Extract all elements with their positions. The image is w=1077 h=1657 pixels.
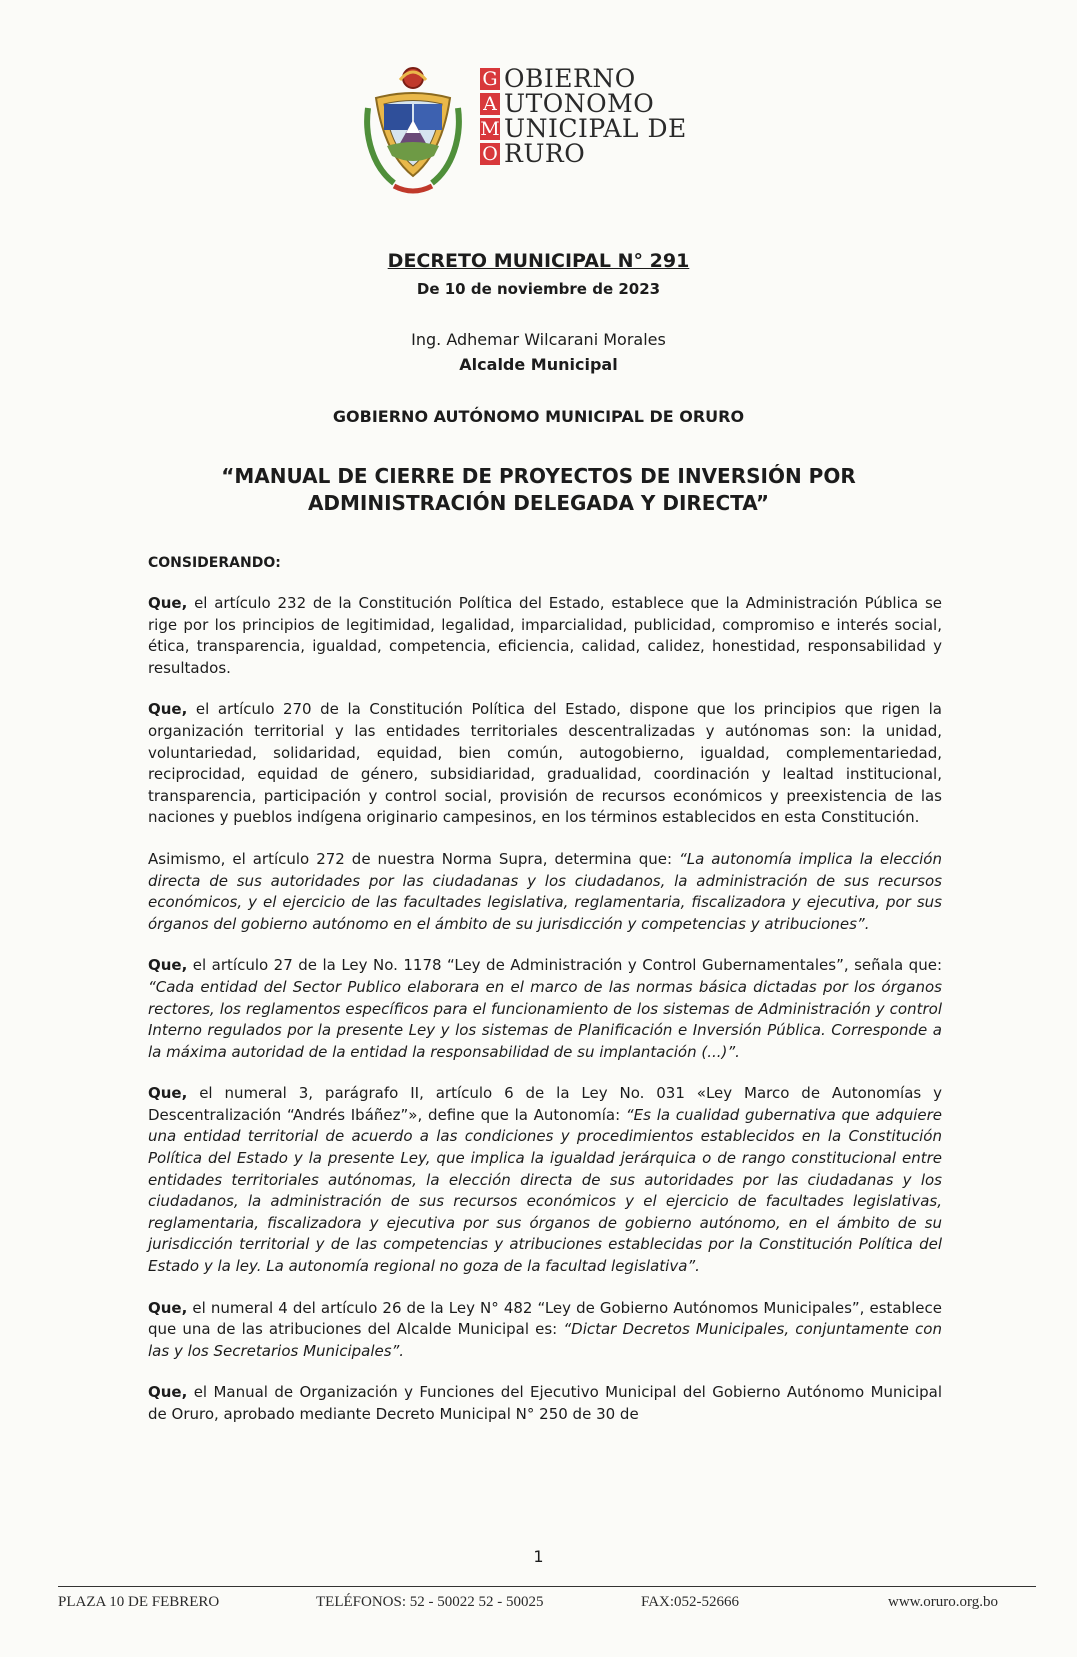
paragraph-lead: Que, (148, 1298, 188, 1317)
manual-title-line-1: “MANUAL DE CIERRE DE PROYECTOS DE INVERSIÓN POR (221, 464, 856, 488)
paragraph-lead: Que, (148, 1084, 188, 1103)
paragraph-quote: “Cada entidad del Sector Publico elaborara en el marco de las normas básica dictadas por los órganos rectores, los reglamentos específicos para el funcionamiento de los sistemas de Administración y control Interno regulados por la presente Ley y los sistemas de Planificación e Inversión Pública. Corresponde a la máxima autoridad de la entidad la responsabilidad de su implantación (...)”. (148, 977, 942, 1061)
footer-website: www.oruro.org.bo (888, 1594, 998, 1610)
paragraph-quote: “Dictar Decretos Municipales, conjuntamente con las y los Secretarios Municipales”. (148, 1320, 942, 1360)
mayor-name: Ing. Adhemar Wilcarani Morales (411, 330, 666, 349)
coat-of-arms-icon (354, 58, 472, 198)
considerando-heading: CONSIDERANDO: (148, 555, 281, 571)
paragraph-text: Asimismo, el artículo 272 de nuestra Norma Supra, determina que: (148, 849, 679, 868)
acronym-word-4: RURO (504, 139, 586, 168)
letterhead (354, 58, 774, 200)
acronym-initials (480, 68, 500, 168)
acronym-letter-a: A (480, 93, 500, 115)
acronym-letter-m: M (480, 118, 500, 140)
paragraph-7 (148, 1382, 942, 1425)
decree-date: De 10 de noviembre de 2023 (416, 280, 661, 298)
paragraph-quote: “Es la cualidad gubernativa que adquiere una entidad territorial de acuerdo a las condiciones y procedimientos establecidos en la Constitución Política del Estado y la presente Ley, que implica la igualdad jerárquica o de rango constitucional entre entidades territoriales autónomas, la elección directa de sus autoridades por las ciudadanas y los ciudadanos, la administración de sus recursos económicos y el ejercicio de facultades legislativas, reglamentaria, fiscalizadora y ejecutiva por sus órganos de gobierno autónomo, en el ámbito de su jurisdicción territorial y de las competencias y atribuciones establecidas por la Constitución Política del Estado y la ley. La autonomía regional no goza de la facultad legislativa”. (148, 1105, 942, 1276)
acronym-words (504, 64, 784, 168)
decree-title: DECRETO MUNICIPAL N° 291 (387, 250, 690, 272)
footer-address: PLAZA 10 DE FEBRERO (58, 1594, 220, 1610)
paragraph-lead: Que, (148, 956, 188, 975)
paragraph-text: el numeral 4 del artículo 26 de la Ley N° 482 “Ley de Gobierno Autónomos Municipales”, establece que una de las atribuciones del Alcalde Municipal es: (148, 1298, 942, 1339)
footer-divider (58, 1586, 1036, 1587)
paragraph-quote: “La autonomía implica la elección directa de sus autoridades por las ciudadanas y los ciudadanos, la administración de sus recursos económicos, y el ejercicio de las facultades legislativa, reglamentaria, fiscalizadora y ejecutiva, por sus órganos del gobierno autónomo en el ámbito de su jurisdicción y competencias y atribuciones”. (148, 849, 942, 933)
mayor-role: Alcalde Municipal (459, 355, 618, 374)
paragraph-text: el Manual de Organización y Funciones del Ejecutivo Municipal del Gobierno Autónomo Municipal de Oruro, aprobado mediante Decreto Municipal N° 250 de 30 de (148, 1383, 942, 1423)
paragraph-text: el artículo 27 de la Ley No. 1178 “Ley de Administración y Control Gubernamentales”, señala que: (187, 956, 942, 975)
paragraph-6 (148, 1298, 942, 1363)
footer-fax: FAX:052-52666 (641, 1594, 740, 1610)
paragraph-lead: Que, (148, 700, 188, 719)
paragraph-3 (148, 849, 942, 935)
acronym-word-1: OBIERNO (504, 64, 636, 93)
acronym-letter-g: G (480, 68, 500, 90)
paragraph-2 (148, 699, 942, 829)
organization-name: GOBIERNO AUTÓNOMO MUNICIPAL DE ORURO (332, 407, 745, 426)
manual-title-line-2: ADMINISTRACIÓN DELEGADA Y DIRECTA” (307, 491, 770, 515)
acronym-word-2: UTONOMO (504, 89, 655, 118)
footer-phones: TELÉFONOS: 52 - 50022 52 - 50025 (316, 1594, 544, 1610)
considerations-body (148, 593, 942, 1446)
paragraph-lead: Que, (148, 594, 188, 612)
paragraph-text: el artículo 232 de la Constitución Política del Estado, establece que la Administración Pública se rige por los principios de legitimidad, legalidad, imparcialidad, publicidad, compromiso e interés social, ética, transparencia, igualdad, competencia, eficiencia, calidad, calidez, honestidad, responsabilidad y resultados. (148, 594, 942, 677)
paragraph-text: el artículo 270 de la Constitución Política del Estado, dispone que los principios que rigen la organización territorial y las entidades territoriales descentralizadas y autónomas son: la unidad, voluntariedad, solidaridad, equidad, bien común, autogobierno, igualdad, complementariedad, reciprocidad, equidad de género, subsidiaridad, gradualidad, coordinación y lealtad institucional, transparencia, participación y control social, provisión de recursos económicos y preexistencia de las naciones y pueblos indígena originario campesinos, en los términos establecidos en esta Constitución. (148, 700, 942, 827)
paragraph-lead: Que, (148, 1383, 188, 1402)
paragraph-1 (148, 593, 942, 679)
paragraph-4 (148, 955, 942, 1063)
page-number: 1 (533, 1547, 544, 1566)
paragraph-5 (148, 1083, 942, 1277)
acronym-letter-o: O (480, 143, 500, 165)
paragraph-text: el numeral 3, parágrafo II, artículo 6 de la Ley No. 031 «Ley Marco de Autonomías y Descentralización “Andrés Ibáñez”», define que la Autonomía: (148, 1084, 942, 1124)
acronym-word-3: UNICIPAL DE (504, 114, 687, 143)
manual-title (0, 463, 1077, 517)
